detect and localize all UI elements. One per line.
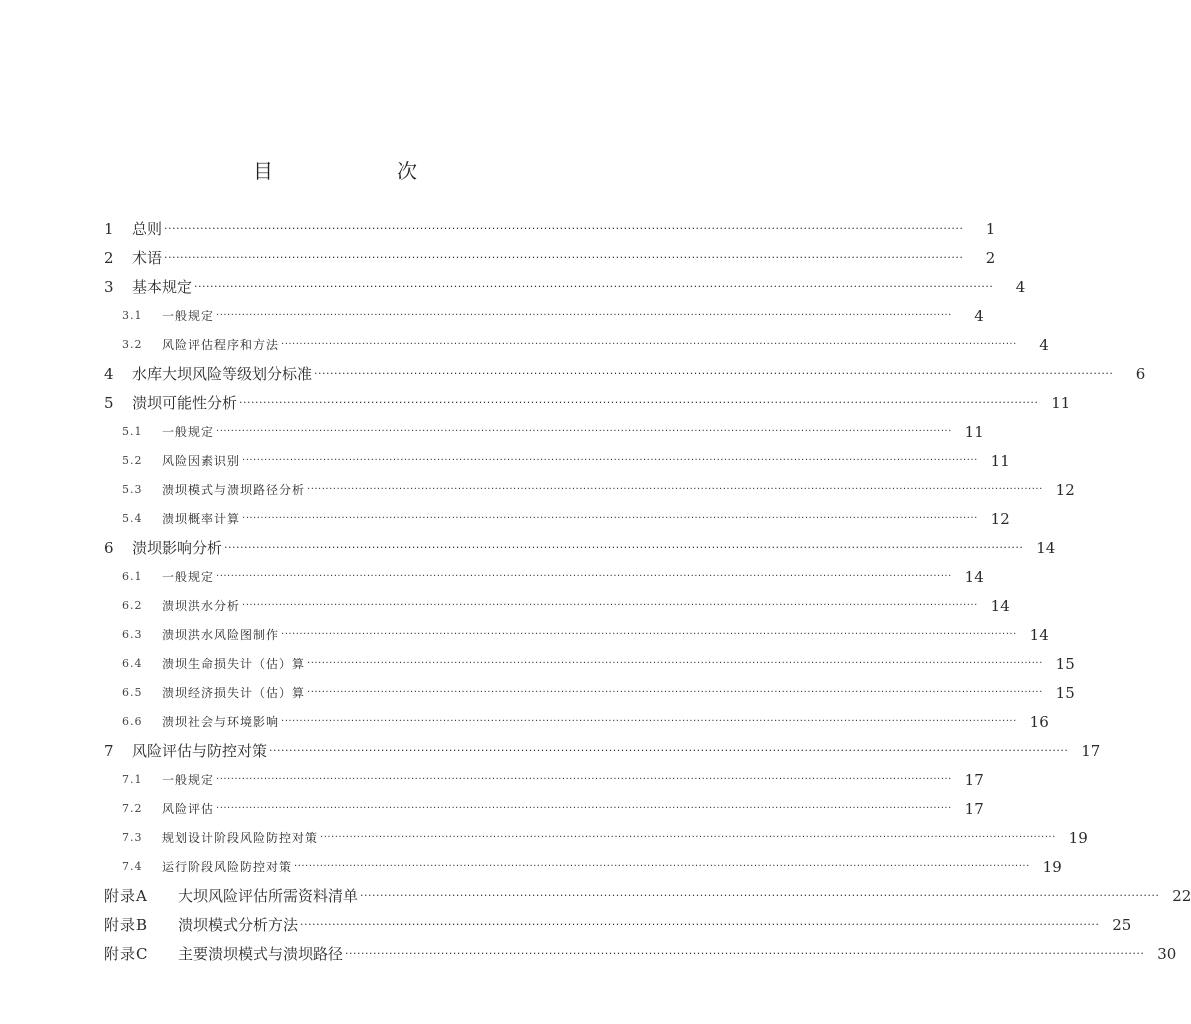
toc-entry-label: 一般规定 bbox=[162, 309, 215, 323]
toc-dot-leader: ········································································································································································································ bbox=[164, 251, 964, 264]
toc-entry-number: 5.4 bbox=[122, 512, 143, 525]
toc-entry[interactable] bbox=[0, 823, 1088, 852]
toc-entry-page: 14 bbox=[990, 596, 1010, 615]
toc-entry-number: 3 bbox=[104, 277, 114, 296]
toc-entry[interactable] bbox=[0, 591, 1010, 620]
toc-dot-leader: ········································································································································································································ bbox=[300, 918, 1100, 931]
toc-entry-number: 5 bbox=[104, 393, 114, 412]
toc-entry-label: 基本规定 bbox=[132, 278, 193, 296]
toc-dot-leader: ········································································································································································································ bbox=[242, 513, 978, 524]
toc-entry-page: 1 bbox=[985, 219, 996, 238]
toc-entry[interactable] bbox=[0, 910, 1132, 939]
toc-entry-label: 风险评估 bbox=[162, 802, 215, 816]
toc-dot-leader: ········································································································································································································ bbox=[242, 600, 978, 611]
toc-entry-number: 5.3 bbox=[122, 483, 143, 496]
toc-entry-page: 16 bbox=[1029, 712, 1049, 731]
toc-entry-label: 溃坝可能性分析 bbox=[132, 394, 238, 412]
toc-dot-leader: ········································································································································································································ bbox=[307, 687, 1043, 698]
toc-dot-leader: ········································································································································································································ bbox=[360, 889, 1160, 902]
toc-entry-page: 19 bbox=[1042, 857, 1062, 876]
toc-entry-page: 17 bbox=[964, 799, 984, 818]
toc-entry[interactable] bbox=[0, 765, 984, 794]
toc-entry-label: 溃坝经济损失计（估）算 bbox=[162, 686, 306, 700]
toc-entry-label: 溃坝生命损失计（估）算 bbox=[162, 657, 306, 671]
toc-entry[interactable] bbox=[0, 446, 1010, 475]
toc-dot-leader: ········································································································································································································ bbox=[307, 658, 1043, 669]
toc-entry-label: 溃坝影响分析 bbox=[132, 539, 223, 557]
toc-dot-leader: ········································································································································································································ bbox=[239, 396, 1039, 409]
toc-entry-page: 4 bbox=[1039, 335, 1049, 354]
toc-entry-label: 总则 bbox=[132, 220, 163, 238]
toc-entry-page: 14 bbox=[1036, 538, 1056, 557]
toc-dot-leader: ········································································································································································································ bbox=[281, 716, 1017, 727]
page-title: 目 次 bbox=[253, 159, 469, 184]
toc-entry[interactable] bbox=[0, 504, 1010, 533]
toc-entry[interactable] bbox=[0, 533, 1056, 562]
toc-entry-page: 11 bbox=[990, 451, 1010, 470]
toc-entry-page: 14 bbox=[1029, 625, 1049, 644]
toc-entry-label: 风险评估与防控对策 bbox=[132, 742, 268, 760]
toc-entry[interactable] bbox=[0, 214, 996, 243]
toc-entry-number: 附录C bbox=[104, 945, 149, 963]
toc-entry-page: 2 bbox=[985, 248, 996, 267]
toc-entry-number: 7.1 bbox=[122, 773, 143, 786]
toc-entry-label: 主要溃坝模式与溃坝路径 bbox=[178, 945, 344, 963]
toc-entry[interactable] bbox=[0, 736, 1101, 765]
toc-entry-number: 4 bbox=[104, 364, 114, 383]
toc-dot-leader: ········································································································································································································ bbox=[281, 339, 1017, 350]
toc-entry[interactable] bbox=[0, 330, 1049, 359]
toc-entry[interactable] bbox=[0, 272, 1026, 301]
toc-entry-number: 3.1 bbox=[122, 309, 143, 322]
toc-dot-leader: ········································································································································································································ bbox=[320, 832, 1056, 843]
toc-entry-number: 6.1 bbox=[122, 570, 143, 583]
toc-entry[interactable] bbox=[0, 562, 984, 591]
toc-entry-label: 风险评估程序和方法 bbox=[162, 338, 280, 352]
toc-entry[interactable] bbox=[0, 359, 1146, 388]
toc-dot-leader: ········································································································································································································ bbox=[345, 947, 1145, 960]
toc-entry-number: 1 bbox=[104, 219, 114, 238]
toc-entry-page: 30 bbox=[1157, 944, 1177, 963]
toc-entry-label: 一般规定 bbox=[162, 773, 215, 787]
toc-dot-leader: ········································································································································································································ bbox=[294, 861, 1030, 872]
toc-entry-number: 7 bbox=[104, 741, 114, 760]
toc-entry[interactable] bbox=[0, 678, 1075, 707]
toc-entry-page: 11 bbox=[1051, 393, 1071, 412]
toc-entry-number: 7.3 bbox=[122, 831, 143, 844]
toc-entry-label: 一般规定 bbox=[162, 570, 215, 584]
toc-entry-page: 17 bbox=[1081, 741, 1101, 760]
toc-entry-label: 溃坝模式分析方法 bbox=[178, 916, 299, 934]
toc-entry-page: 19 bbox=[1068, 828, 1088, 847]
toc-dot-leader: ········································································································································································································ bbox=[216, 571, 952, 582]
toc-entry-number: 6.4 bbox=[122, 657, 143, 670]
toc-entry-page: 6 bbox=[1135, 364, 1146, 383]
toc-entry[interactable] bbox=[0, 649, 1075, 678]
toc-entry[interactable] bbox=[0, 881, 1191, 910]
toc-entry-page: 15 bbox=[1055, 683, 1075, 702]
toc-entry-page: 15 bbox=[1055, 654, 1075, 673]
toc-dot-leader: ········································································································································································································ bbox=[242, 455, 978, 466]
toc-dot-leader: ········································································································································································································ bbox=[224, 541, 1024, 554]
toc-entry-page: 4 bbox=[1015, 277, 1026, 296]
toc-entry[interactable] bbox=[0, 852, 1062, 881]
toc-dot-leader: ········································································································································································································ bbox=[314, 367, 1114, 380]
toc-dot-leader: ········································································································································································································ bbox=[216, 774, 952, 785]
toc-entry-number: 5.1 bbox=[122, 425, 143, 438]
toc-entry-label: 溃坝洪水分析 bbox=[162, 599, 241, 613]
toc-entry-number: 7.4 bbox=[122, 860, 143, 873]
toc-entry-label: 风险因素识别 bbox=[162, 454, 241, 468]
toc-entry-label: 水库大坝风险等级划分标准 bbox=[132, 365, 313, 383]
toc-entry[interactable] bbox=[0, 301, 984, 330]
toc-entry-page: 12 bbox=[1055, 480, 1075, 499]
toc-entry-number: 6.3 bbox=[122, 628, 143, 641]
toc-entry-label: 溃坝概率计算 bbox=[162, 512, 241, 526]
toc-entry-label: 大坝风险评估所需资料清单 bbox=[178, 887, 359, 905]
toc-entry-label: 术语 bbox=[132, 249, 163, 267]
toc-entry-number: 6.2 bbox=[122, 599, 143, 612]
toc-dot-leader: ········································································································································································································ bbox=[281, 629, 1017, 640]
toc-entry-page: 12 bbox=[990, 509, 1010, 528]
toc-entry-page: 25 bbox=[1112, 915, 1132, 934]
toc-entry[interactable] bbox=[0, 417, 984, 446]
toc-entry[interactable] bbox=[0, 794, 984, 823]
toc-entry[interactable] bbox=[0, 243, 996, 272]
toc-entry-label: 溃坝社会与环境影响 bbox=[162, 715, 280, 729]
toc-dot-leader: ········································································································································································································ bbox=[216, 310, 952, 321]
toc-entry-number: 附录B bbox=[104, 916, 149, 934]
toc-entry-number: 7.2 bbox=[122, 802, 143, 815]
toc-entry-number: 6.5 bbox=[122, 686, 143, 699]
toc-entry-number: 2 bbox=[104, 248, 114, 267]
toc-entry-label: 规划设计阶段风险防控对策 bbox=[162, 831, 319, 845]
toc-entry[interactable] bbox=[0, 388, 1071, 417]
toc-entry-number: 6.6 bbox=[122, 715, 143, 728]
toc-entry-page: 22 bbox=[1172, 886, 1191, 905]
toc-dot-leader: ········································································································································································································ bbox=[216, 803, 952, 814]
toc-entry[interactable] bbox=[0, 475, 1075, 504]
toc-dot-leader: ········································································································································································································ bbox=[307, 484, 1043, 495]
toc-entry-label: 运行阶段风险防控对策 bbox=[162, 860, 293, 874]
toc-entry-label: 一般规定 bbox=[162, 425, 215, 439]
toc-dot-leader: ········································································································································································································ bbox=[194, 280, 994, 293]
toc-entry[interactable] bbox=[0, 939, 1177, 968]
toc-entry-page: 11 bbox=[964, 422, 984, 441]
toc-dot-leader: ········································································································································································································ bbox=[164, 222, 964, 235]
toc-entry-page: 4 bbox=[974, 306, 984, 325]
toc-entry-page: 17 bbox=[964, 770, 984, 789]
toc-dot-leader: ········································································································································································································ bbox=[269, 744, 1069, 757]
toc-entry-label: 溃坝模式与溃坝路径分析 bbox=[162, 483, 306, 497]
toc-entry-page: 14 bbox=[964, 567, 984, 586]
toc-dot-leader: ········································································································································································································ bbox=[216, 426, 952, 437]
table-of-contents bbox=[0, 214, 1191, 968]
toc-entry-number: 附录A bbox=[104, 887, 148, 905]
toc-entry[interactable] bbox=[0, 620, 1049, 649]
toc-entry[interactable] bbox=[0, 707, 1049, 736]
toc-entry-number: 6 bbox=[104, 538, 114, 557]
toc-entry-number: 5.2 bbox=[122, 454, 143, 467]
toc-entry-number: 3.2 bbox=[122, 338, 143, 351]
toc-entry-label: 溃坝洪水风险图制作 bbox=[162, 628, 280, 642]
